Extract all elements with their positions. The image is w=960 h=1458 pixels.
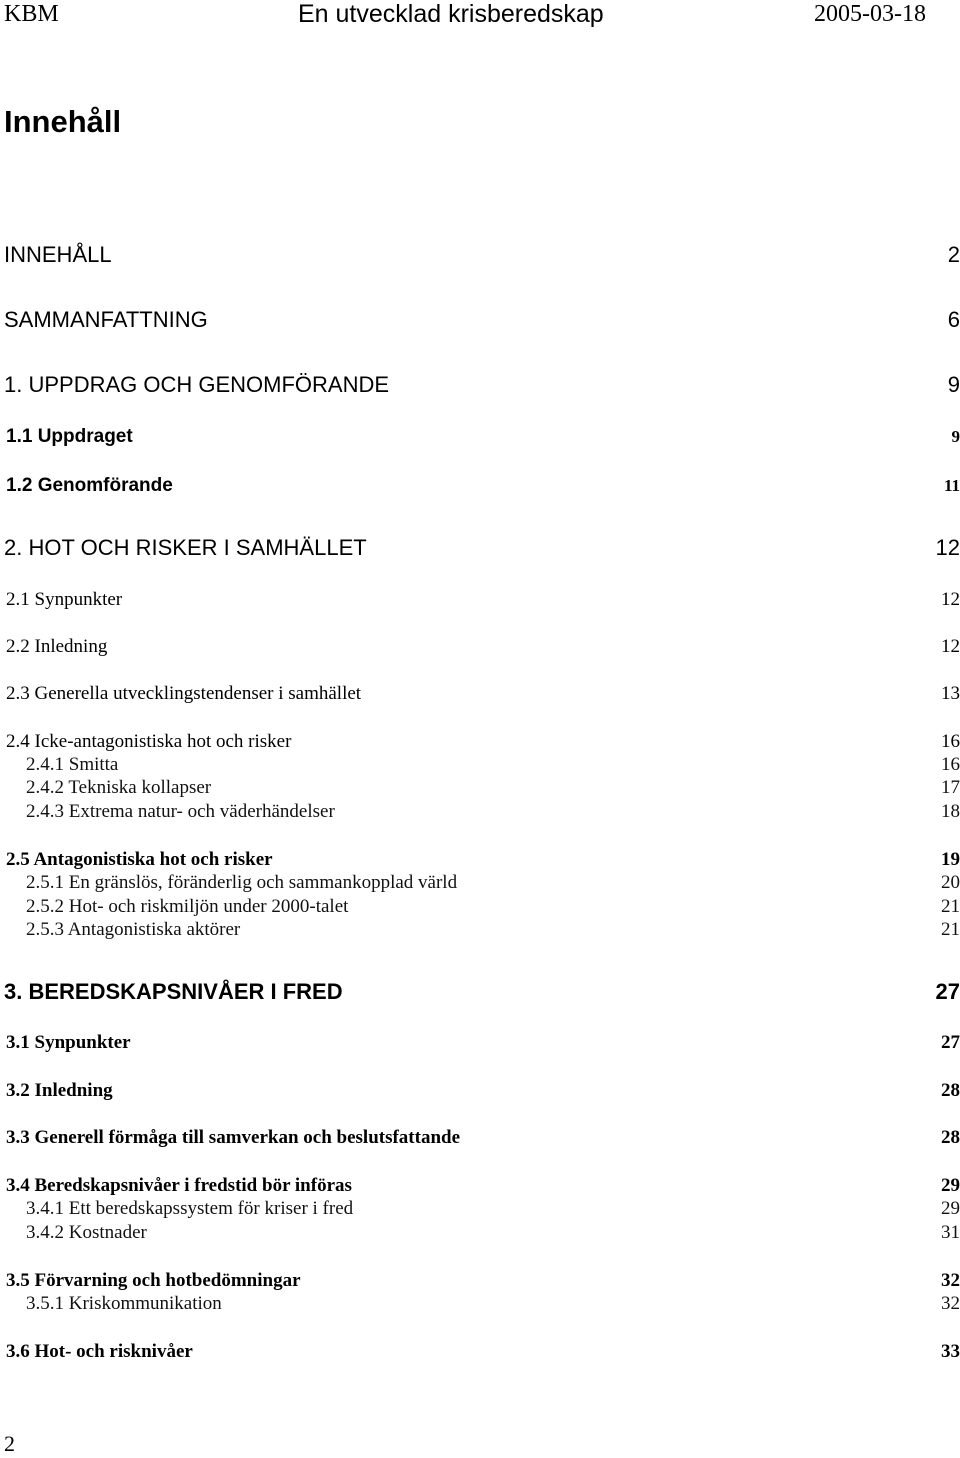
toc-entry[interactable] bbox=[0, 775, 960, 801]
toc-entry-page: 13 bbox=[941, 683, 960, 704]
toc-entry-label: 2.1 Synpunkter bbox=[6, 589, 123, 610]
toc-entry-label: 3.4.1 Ett beredskapssystem för kriser i fred bbox=[26, 1198, 354, 1219]
toc-entry[interactable] bbox=[0, 634, 960, 660]
page-title: Innehåll bbox=[4, 104, 122, 139]
toc-entry-page: 20 bbox=[941, 872, 960, 893]
toc-entry-page: 27 bbox=[941, 1032, 960, 1053]
toc-entry-label: 2.5.2 Hot- och riskmiljön under 2000-talet bbox=[26, 896, 349, 917]
toc-entry-page: 16 bbox=[941, 754, 960, 775]
toc-entry[interactable] bbox=[0, 799, 960, 825]
toc-entry-label: 2. HOT OCH RISKER I SAMHÄLLET bbox=[4, 535, 367, 560]
toc-entry-page: 12 bbox=[941, 589, 960, 610]
toc-entry-page: 32 bbox=[941, 1270, 960, 1291]
toc-entry-page: 29 bbox=[941, 1198, 960, 1219]
toc-entry-label: 2.5 Antagonistiska hot och risker bbox=[6, 849, 273, 870]
toc-entry-label: 3.5.1 Kriskommunikation bbox=[26, 1293, 222, 1314]
toc-entry[interactable] bbox=[0, 307, 960, 333]
toc-entry-page: 27 bbox=[935, 979, 960, 1004]
toc-entry[interactable] bbox=[0, 242, 960, 268]
toc-entry-page: 2 bbox=[947, 242, 960, 267]
toc-entry-label: 1.2 Genomförande bbox=[6, 475, 173, 496]
toc-entry-page: 18 bbox=[941, 801, 960, 822]
toc-entry-page: 21 bbox=[941, 919, 960, 940]
toc-entry-label: 2.4.1 Smitta bbox=[26, 754, 119, 775]
toc-entry[interactable] bbox=[0, 1030, 960, 1056]
toc-entry-label: 2.4 Icke-antagonistiska hot och risker bbox=[6, 731, 292, 752]
toc-entry[interactable] bbox=[0, 979, 960, 1005]
toc-entry-page: 9 bbox=[951, 427, 960, 446]
toc-entry-label: 1.1 Uppdraget bbox=[6, 426, 133, 447]
toc-entry-page: 12 bbox=[941, 636, 960, 657]
toc-entry[interactable] bbox=[0, 917, 960, 943]
toc-entry-page: 29 bbox=[941, 1175, 960, 1196]
toc-entry-label: 2.4.2 Tekniska kollapser bbox=[26, 777, 212, 798]
toc-entry[interactable] bbox=[0, 870, 960, 896]
header-org: KBM bbox=[4, 1, 59, 27]
toc-entry-page: 11 bbox=[943, 476, 960, 495]
toc-entry-label: 2.4.3 Extrema natur- och väderhändelser bbox=[26, 801, 335, 822]
toc-entry[interactable] bbox=[0, 681, 960, 707]
toc-entry-label: 3.2 Inledning bbox=[6, 1080, 113, 1101]
header-date: 2005-03-18 bbox=[814, 1, 926, 27]
toc-entry[interactable] bbox=[0, 1196, 960, 1222]
toc-entry-label: 2.5.3 Antagonistiska aktörer bbox=[26, 919, 241, 940]
toc-entry-label: 3.1 Synpunkter bbox=[6, 1032, 131, 1053]
toc-entry[interactable] bbox=[0, 1220, 960, 1246]
toc-entry-page: 12 bbox=[935, 535, 960, 560]
toc-entry[interactable] bbox=[0, 1291, 960, 1317]
toc-entry-label: 3.3 Generell förmåga till samverkan och beslutsfattande bbox=[6, 1127, 461, 1148]
toc-entry-label: SAMMANFATTNING bbox=[4, 307, 208, 332]
toc-entry[interactable] bbox=[0, 587, 960, 613]
toc-entry-label: 1. UPPDRAG OCH GENOMFÖRANDE bbox=[4, 372, 390, 397]
toc-entry[interactable] bbox=[0, 535, 960, 561]
toc-entry[interactable] bbox=[0, 1125, 960, 1151]
toc-entry[interactable] bbox=[0, 1078, 960, 1104]
toc-entry-page: 28 bbox=[941, 1127, 960, 1148]
header-document-title: En utvecklad krisberedskap bbox=[298, 0, 604, 28]
toc-entry[interactable] bbox=[0, 473, 960, 499]
toc-entry-label: 2.5.1 En gränslös, föränderlig och sammankopplad värld bbox=[26, 872, 458, 893]
toc-entry-page: 21 bbox=[941, 896, 960, 917]
toc-entry[interactable] bbox=[0, 372, 960, 398]
toc-entry-page: 33 bbox=[941, 1341, 960, 1362]
toc-entry-page: 19 bbox=[941, 849, 960, 870]
toc-entry-label: 2.3 Generella utvecklingstendenser i samhället bbox=[6, 683, 362, 704]
toc-entry-label: 3.4 Beredskapsnivåer i fredstid bör införas bbox=[6, 1175, 352, 1196]
toc-entry-label: 2.2 Inledning bbox=[6, 636, 108, 657]
toc-entry-page: 9 bbox=[947, 372, 960, 397]
toc-entry-label: 3.5 Förvarning och hotbedömningar bbox=[6, 1270, 301, 1291]
toc-entry-page: 32 bbox=[941, 1293, 960, 1314]
toc-entry-label: 3.4.2 Kostnader bbox=[26, 1222, 147, 1243]
toc-entry-label: 3.6 Hot- och risknivåer bbox=[6, 1341, 193, 1362]
toc-entry-label: 3. BEREDSKAPSNIVÅER I FRED bbox=[4, 979, 343, 1004]
page-number: 2 bbox=[4, 1431, 15, 1456]
toc-entry-label: INNEHÅLL bbox=[4, 242, 112, 267]
toc-entry[interactable] bbox=[0, 424, 960, 450]
toc-entry-page: 17 bbox=[941, 777, 960, 798]
toc-entry-page: 31 bbox=[941, 1222, 960, 1243]
toc-entry-page: 6 bbox=[947, 307, 960, 332]
toc-entry-page: 28 bbox=[941, 1080, 960, 1101]
toc-entry-page: 16 bbox=[941, 731, 960, 752]
toc-entry[interactable] bbox=[0, 1339, 960, 1365]
